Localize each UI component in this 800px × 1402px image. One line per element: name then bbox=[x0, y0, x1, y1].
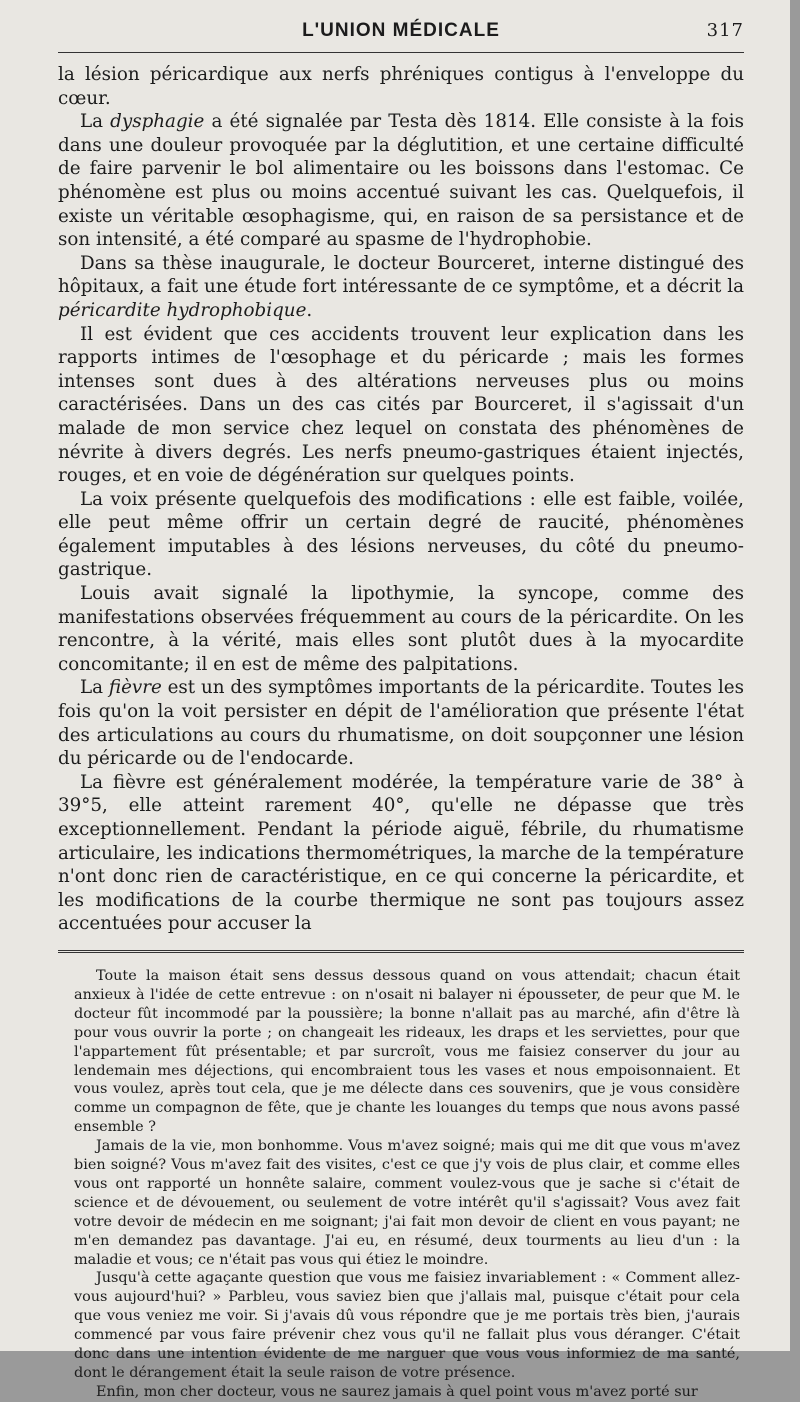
journal-title: L'UNION MÉDICALE bbox=[302, 20, 500, 41]
text-run: . bbox=[306, 299, 313, 321]
text-run: a été signalée par Testa dès 1814. Elle consiste à la fois dans une douleur provoquée par la déglutition, et une certaine difficulté de faire parvenir le bol alimentaire ou les boissons dans l'estomac. Ce phénomène est plus ou moins accentué suivant les cas. Quelquefois, il existe un véritable œsophagisme, qui, en raison de sa persistance et de son intensité, a été comparé au spasme de l'hydrophobie. bbox=[58, 111, 744, 251]
paragraph bbox=[58, 252, 744, 323]
feuilleton-text bbox=[58, 967, 744, 1402]
text-run: Dans sa thèse inaugurale, le docteur Bourceret, interne distingué des hôpitaux, a fait une étude fort intéressante de ce symptôme, et a décrit la bbox=[58, 252, 744, 298]
text-run: La bbox=[80, 677, 109, 699]
paragraph: La voix présente quelquefois des modifications : elle est faible, voilée, elle peut même offrir un certain degré de raucité, phénomènes également imputables à des lésions nerveuses, du côté du pneumo-gastrique. bbox=[58, 488, 744, 581]
main-text bbox=[58, 63, 744, 936]
paragraph: la lésion péricardique aux nerfs phréniques contigus à l'enveloppe du cœur. bbox=[58, 64, 744, 109]
text-run: La bbox=[80, 111, 111, 133]
feuilleton-paragraph: Jamais de la vie, mon bonhomme. Vous m'avez soigné; mais qui me dit que vous m'avez bien soigné? Vous m'avez fait des visites, c'est ce que j'y vois de plus clair, et comme elles vous ont rapporté un honnête salaire, comment voulez-vous que je sache si c'était de science et de dévouement, ou seulement de votre intérêt qu'il s'agissait? Vous avez fait votre devoir de médecin en me soignant; j'ai fait mon devoir de client en vous payant; ne m'en demandez pas davantage. J'ai eu, en résumé, deux tourments au lieu d'un : la maladie et vous; ce n'était pas vous qui étiez le moindre. bbox=[74, 1138, 740, 1268]
page-number: 317 bbox=[706, 20, 744, 41]
feuilleton-paragraph: Jusqu'à cette agaçante question que vous me faisiez invariablement : « Comment allez-vous aujourd'hui? » Parbleu, vous saviez bien que j'allais mal, puisque c'était pour cela que vous veniez me voir. Si j'avais dû vous répondre que je me portais très bien, j'aurais commencé par vous faire prévenir chez vous qu'il ne fallait plus vous déranger. C'était donc dans une intention évidente de me narguer que vous vous informiez de ma santé, dont le dérangement était la seule raison de votre présence. bbox=[74, 1270, 740, 1381]
italic-term: fièvre bbox=[108, 677, 162, 699]
paragraph bbox=[58, 110, 744, 252]
paragraph: Louis avait signalé la lipothymie, la syncope, comme des manifestations observées fréquemment au cours de la péricardite. On les rencontre, à la vérité, mais elles sont plutôt dues à la myocardite concomitante; il en est de même des palpitations. bbox=[58, 583, 744, 675]
text-run: est un des symptômes importants de la péricardite. Toutes les fois qu'on la voit persister en dépit de l'amélioration que présente l'état des articulations au cours du rhumatisme, on doit soupçonner une lésion du péricarde ou de l'endocarde. bbox=[58, 677, 744, 770]
running-header bbox=[58, 14, 744, 48]
italic-term: dysphagie bbox=[110, 111, 205, 133]
feuilleton-paragraph: Enfin, mon cher docteur, vous ne saurez jamais à quel point vous m'avez porté sur bbox=[96, 1383, 698, 1400]
header-rule bbox=[58, 52, 744, 53]
paragraph: Il est évident que ces accidents trouvent leur explication dans les rapports intimes de l'œsophage et du péricarde ; mais les formes intenses sont dues à des altérations nerveuses plus ou moins caractérisées. Dans un des cas cités par Bourceret, il s'agissait d'un malade de mon service chez lequel on constata des phénomènes de névrite à divers degrés. Les nerfs pneumo-gastriques étaient injectés, rouges, et en voie de dégénération sur quelques points. bbox=[58, 323, 744, 487]
paragraph: La fièvre est généralement modérée, la température varie de 38° à 39°5, elle atteint rarement 40°, qu'elle ne dépasse que très exceptionnellement. Pendant la période aiguë, fébrile, du rhumatisme articulaire, les indications thermométriques, la marche de la température n'ont donc rien de caractéristique, en ce qui concerne la péricardite, et les modifications de la courbe thermique ne sont pas toujours assez accentuées pour accuser la bbox=[58, 771, 744, 935]
feuilleton-divider bbox=[58, 950, 744, 955]
italic-term: péricardite hydrophobique bbox=[58, 299, 307, 321]
paragraph bbox=[58, 676, 744, 770]
feuilleton-paragraph: Toute la maison était sens dessus dessous quand on vous attendait; chacun était anxieux à l'idée de cette entrevue : on n'osait ni balayer ni épousseter, de peur que M. le docteur fût incommodé par la poussière; la bonne n'allait pas au marché, afin d'être là pour vous ouvrir la porte ; on changeait les rideaux, les draps et les serviettes, pour que l'appartement fût présentable; et par surcroît, vous me faisiez conserver du jour au lendemain mes déjections, qui encombraient tous les vases et nous empoisonnaient. Et vous voulez, après tout cela, que je me délecte dans ces souvenirs, que je vous considère comme un compagnon de fête, que je chante les louanges du temps que nous avons passé ensemble ? bbox=[74, 967, 740, 1136]
